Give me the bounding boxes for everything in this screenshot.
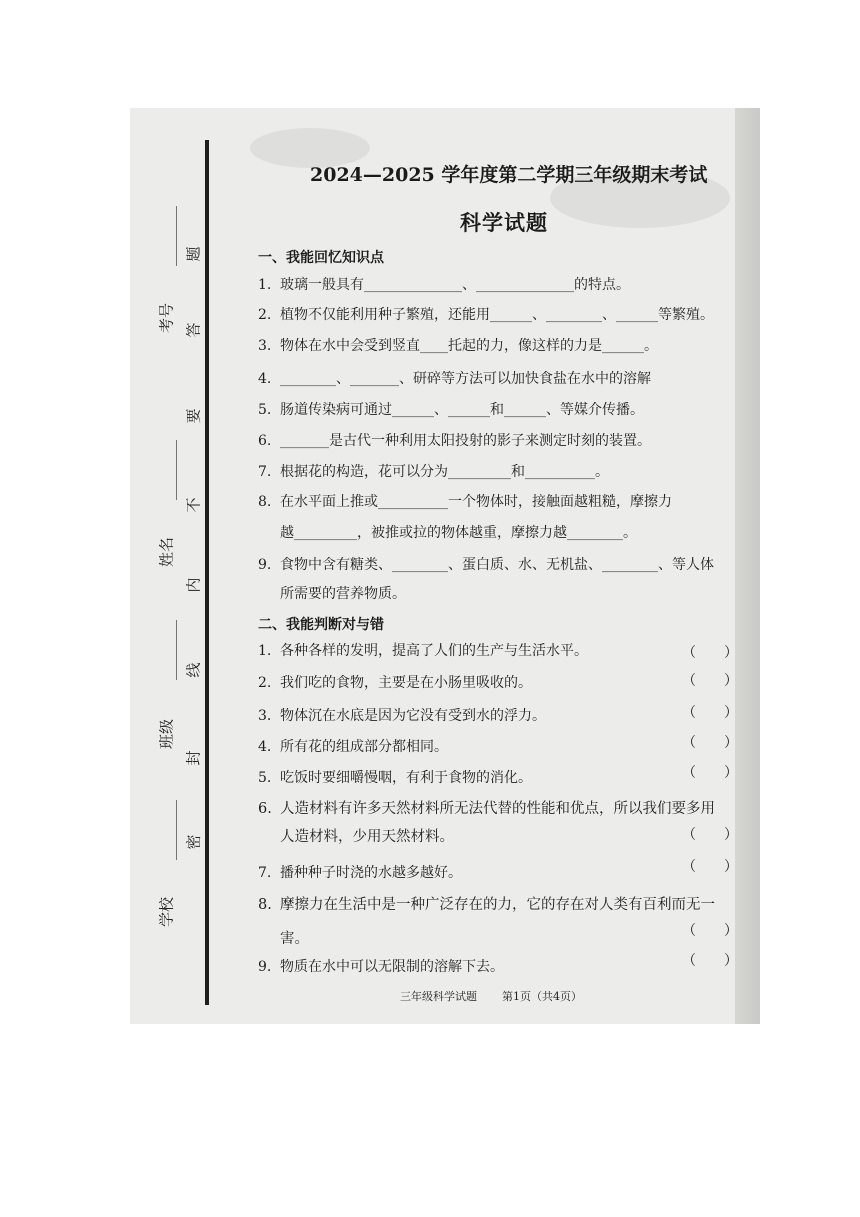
section-heading: 二、我能判断对与错 xyxy=(258,617,384,633)
answer-parentheses: （ ） xyxy=(682,953,738,969)
seal-char: 题 xyxy=(184,246,203,262)
seal-char: 要 xyxy=(184,408,203,424)
section-heading: 一、我能回忆知识点 xyxy=(258,250,384,266)
judge-question: 3. 物体沉在水底是因为它没有受到水的浮力。 xyxy=(258,708,546,724)
seal-char: 不 xyxy=(184,497,203,513)
answer-parentheses: （ ） xyxy=(682,923,738,939)
fill-question: 6. _______是古代一种利用太阳投射的影子来测定时刻的装置。 xyxy=(258,433,651,449)
fill-question: 4. ________、_______、研碎等方法可以加快食盐在水中的溶解 xyxy=(258,371,651,387)
student-name-blank: ________ xyxy=(159,440,177,500)
fill-question-continued: 所需要的营养物质。 xyxy=(280,586,406,602)
answer-parentheses: （ ） xyxy=(682,827,738,843)
seal-char: 答 xyxy=(184,322,203,338)
fill-question: 1. 玻璃一般具有______________、______________的特点。 xyxy=(258,277,630,293)
fill-question: 7. 根据花的构造，花可以分为_________和__________。 xyxy=(258,464,609,480)
school-label: 学校 xyxy=(157,896,176,928)
fill-question: 5. 肠道传染病可通过______、______和______、等媒介传播。 xyxy=(258,402,644,418)
fill-question: 9. 食物中含有糖类、________、蛋白质、水、无机盐、________、等人体 xyxy=(258,557,714,573)
judge-question-continued: 害。 xyxy=(280,931,309,947)
judge-question-continued: 人造材料，少用天然材料。 xyxy=(280,829,454,845)
student-name-label: 姓名 xyxy=(157,536,176,568)
fill-question: 2. 植物不仅能利用种子繁殖，还能用______、________、______等繁殖。 xyxy=(258,307,714,323)
judge-question: 6. 人造材料有许多天然材料所无法代替的性能和优点，所以我们要多用 xyxy=(258,801,715,817)
exam-subtitle: 科学试题 xyxy=(460,210,548,235)
judge-question: 1. 各种各样的发明，提高了人们的生产与生活水平。 xyxy=(258,643,588,659)
judge-question: 9. 物质在水中可以无限制的溶解下去。 xyxy=(258,959,504,975)
class-label: 班级 xyxy=(157,718,176,750)
exam-number-blank: ________ xyxy=(159,206,177,266)
seal-char: 封 xyxy=(184,750,203,766)
footer-page-number: 第1页（共4页） xyxy=(502,990,582,1003)
page-footer xyxy=(400,988,582,1004)
footer-subject: 三年级科学试题 xyxy=(400,990,477,1003)
exam-number-label: 考号 xyxy=(157,302,176,334)
school-blank: ________ xyxy=(159,800,177,860)
fill-question: 8. 在水平面上推或__________一个物体时，接触面越粗糙，摩擦力 xyxy=(258,494,672,510)
judge-question: 4. 所有花的组成部分都相同。 xyxy=(258,739,448,755)
page-edge xyxy=(735,108,760,1024)
answer-parentheses: （ ） xyxy=(682,765,738,781)
seal-char: 密 xyxy=(184,834,203,850)
judge-question: 2. 我们吃的食物，主要是在小肠里吸收的。 xyxy=(258,675,532,691)
judge-question: 8. 摩擦力在生活中是一种广泛存在的力，它的存在对人类有百利而无一 xyxy=(258,897,715,913)
answer-parentheses: （ ） xyxy=(682,735,738,751)
answer-parentheses: （ ） xyxy=(682,859,738,875)
fill-question-continued: 越_________，被推或拉的物体越重，摩擦力越________。 xyxy=(280,525,637,541)
binding-line xyxy=(205,140,209,1005)
seal-char: 线 xyxy=(184,662,203,678)
class-blank: ________ xyxy=(159,620,177,680)
fill-question: 3. 物体在水中会受到竖直____托起的力，像这样的力是______。 xyxy=(258,338,658,354)
seal-char: 内 xyxy=(184,577,203,593)
answer-parentheses: （ ） xyxy=(682,645,738,661)
exam-title: 2024—2025 学年度第二学期三年级期末考试 xyxy=(310,164,708,186)
answer-parentheses: （ ） xyxy=(682,705,738,721)
answer-parentheses: （ ） xyxy=(682,673,738,689)
judge-question: 5. 吃饭时要细嚼慢咽，有利于食物的消化。 xyxy=(258,770,532,786)
judge-question: 7. 播种种子时浇的水越多越好。 xyxy=(258,865,462,881)
